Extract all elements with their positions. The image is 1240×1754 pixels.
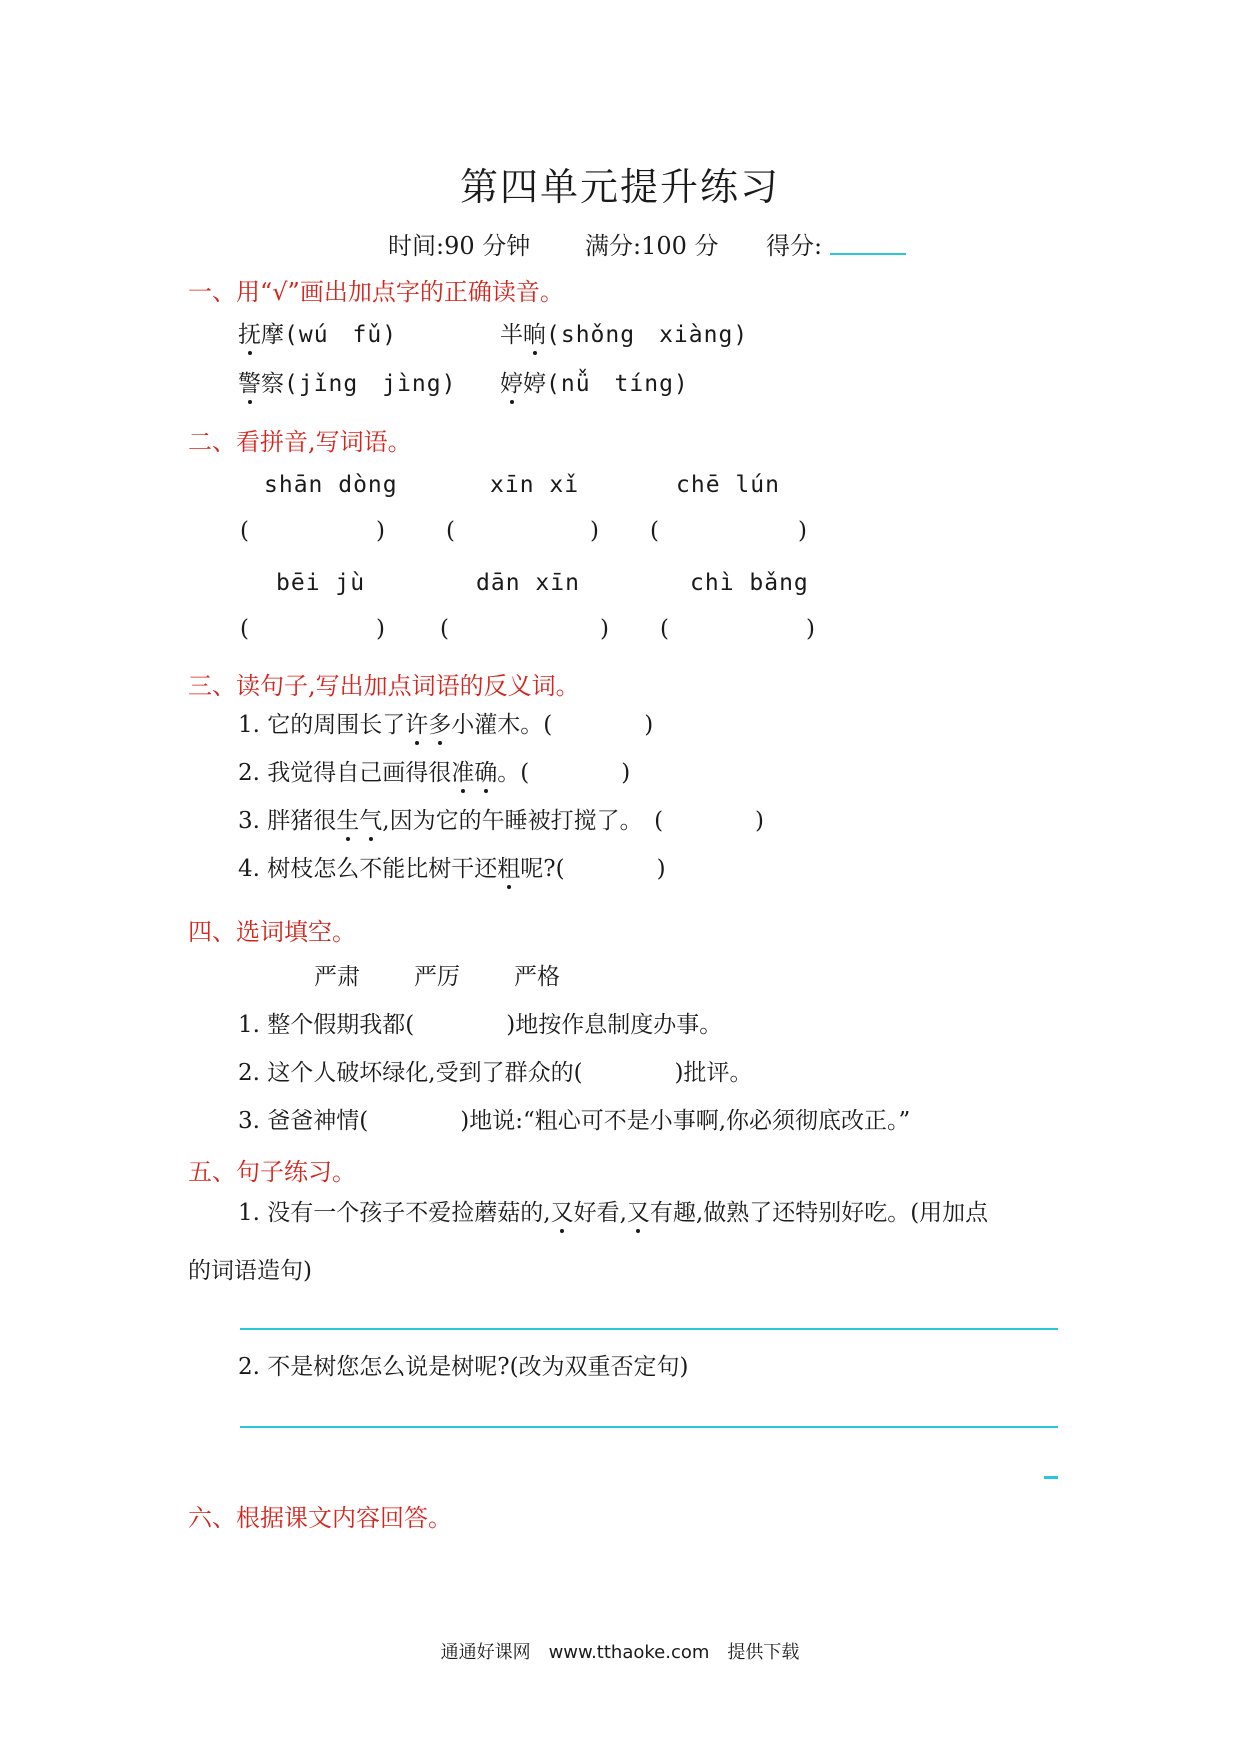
s5-question-2: 2. 不是树您怎么说是树呢?(改为双重否定句) (238, 1354, 689, 1380)
answer-close-paren[interactable]: ) (376, 518, 385, 544)
s4-question-3: 3. 爸爸神情( )地说:“粗心可不是小事啊,你必须彻底改正。” (238, 1108, 911, 1134)
dotted-char: 晌 (523, 316, 546, 349)
text: 小灌木。( ) (451, 712, 654, 738)
full-score-label: 满分:100 分 (585, 232, 719, 260)
dotted-char: 警 (238, 365, 261, 398)
s3-question-4 (238, 850, 666, 883)
answer-line-2[interactable] (240, 1426, 1058, 1428)
s5-question-1-cont: 的词语造句) (188, 1258, 312, 1284)
text: 有趣,做熟了还特别好吃。(用加点 (649, 1200, 989, 1226)
score-label: 得分: (766, 232, 823, 260)
text: 好看, (573, 1200, 627, 1226)
pinyin-options: (shǒng xiàng) (546, 322, 749, 348)
dotted-char: 抚 (238, 316, 261, 349)
dotted-char: 准 (451, 754, 474, 787)
pinyin-6: chì bǎng (690, 570, 809, 596)
text: 4. 树枝怎么不能比树干还 (238, 856, 498, 882)
answer-open-paren[interactable]: ( (240, 518, 249, 544)
pinyin-options: (nǚ tíng) (546, 371, 689, 397)
dotted-char: 婷 (500, 365, 523, 398)
answer-open-paren[interactable]: ( (650, 518, 659, 544)
text: 3. 胖猪很 (238, 808, 337, 834)
answer-open-paren[interactable]: ( (446, 518, 455, 544)
word-option-1: 严肃 (314, 964, 360, 990)
section-3-heading: 三、读句子,写出加点词语的反义词。 (188, 672, 580, 700)
s3-question-3 (238, 802, 764, 835)
text: 2. 我觉得自己画得很 (238, 760, 452, 786)
pinyin-5: dān xīn (476, 570, 580, 596)
dotted-char: 又 (627, 1194, 650, 1227)
answer-open-paren[interactable]: ( (440, 616, 449, 642)
section-2-heading: 二、看拼音,写词语。 (188, 428, 412, 456)
char: 摩 (261, 322, 284, 348)
dotted-char: 又 (551, 1194, 574, 1227)
s1-item-c (238, 365, 456, 398)
decorative-dash (1044, 1476, 1058, 1479)
dotted-char: 生 (336, 802, 359, 835)
char: 半 (500, 322, 523, 348)
dotted-char: 多 (428, 706, 451, 739)
dotted-char: 气 (359, 802, 382, 835)
s1-item-a (238, 316, 397, 349)
text: 1. 没有一个孩子不爱捡蘑菇的, (238, 1200, 551, 1226)
footer-text: 通通好课网 www.tthaoke.com 提供下载 (440, 1642, 800, 1663)
char: 察 (261, 371, 284, 397)
text: 呢?( ) (520, 856, 666, 882)
s3-question-1 (238, 706, 653, 739)
score-blank[interactable] (830, 253, 906, 255)
s1-item-b (500, 316, 748, 349)
answer-line-1[interactable] (240, 1328, 1058, 1330)
word-option-3: 严格 (514, 964, 560, 990)
section-6-heading: 六、根据课文内容回答。 (188, 1504, 452, 1532)
pinyin-options: (jǐng jìng) (284, 371, 457, 397)
pinyin-4: bēi jù (276, 570, 366, 596)
s3-question-2 (238, 754, 630, 787)
pinyin-options: (wú fǔ) (284, 322, 398, 348)
pinyin-2: xīn xǐ (490, 472, 580, 498)
s1-item-d (500, 365, 689, 398)
s4-question-2: 2. 这个人破坏绿化,受到了群众的( )批评。 (238, 1060, 753, 1086)
s4-question-1: 1. 整个假期我都( )地按作息制度办事。 (238, 1012, 723, 1038)
char: 婷 (523, 371, 546, 397)
answer-open-paren[interactable]: ( (660, 616, 669, 642)
section-1-heading: 一、用“√”画出加点字的正确读音。 (188, 278, 564, 306)
section-5-heading: 五、句子练习。 (188, 1158, 356, 1186)
answer-close-paren[interactable]: ) (590, 518, 599, 544)
answer-close-paren[interactable]: ) (600, 616, 609, 642)
pinyin-1: shān dòng (264, 472, 398, 498)
pinyin-3: chē lún (676, 472, 780, 498)
text: 。( ) (497, 760, 631, 786)
page-title: 第四单元提升练习 (459, 165, 780, 209)
dotted-char: 许 (405, 706, 428, 739)
dotted-char: 确 (474, 754, 497, 787)
word-option-2: 严厉 (414, 964, 460, 990)
section-4-heading: 四、选词填空。 (188, 918, 356, 946)
time-label: 时间:90 分钟 (388, 232, 531, 260)
answer-open-paren[interactable]: ( (240, 616, 249, 642)
text: 1. 它的周围长了 (238, 712, 406, 738)
answer-close-paren[interactable]: ) (376, 616, 385, 642)
text: ,因为它的午睡被打搅了。 ( ) (382, 808, 765, 834)
dotted-char: 粗 (497, 850, 520, 883)
s5-question-1 (238, 1194, 988, 1227)
answer-close-paren[interactable]: ) (798, 518, 807, 544)
answer-close-paren[interactable]: ) (806, 616, 815, 642)
